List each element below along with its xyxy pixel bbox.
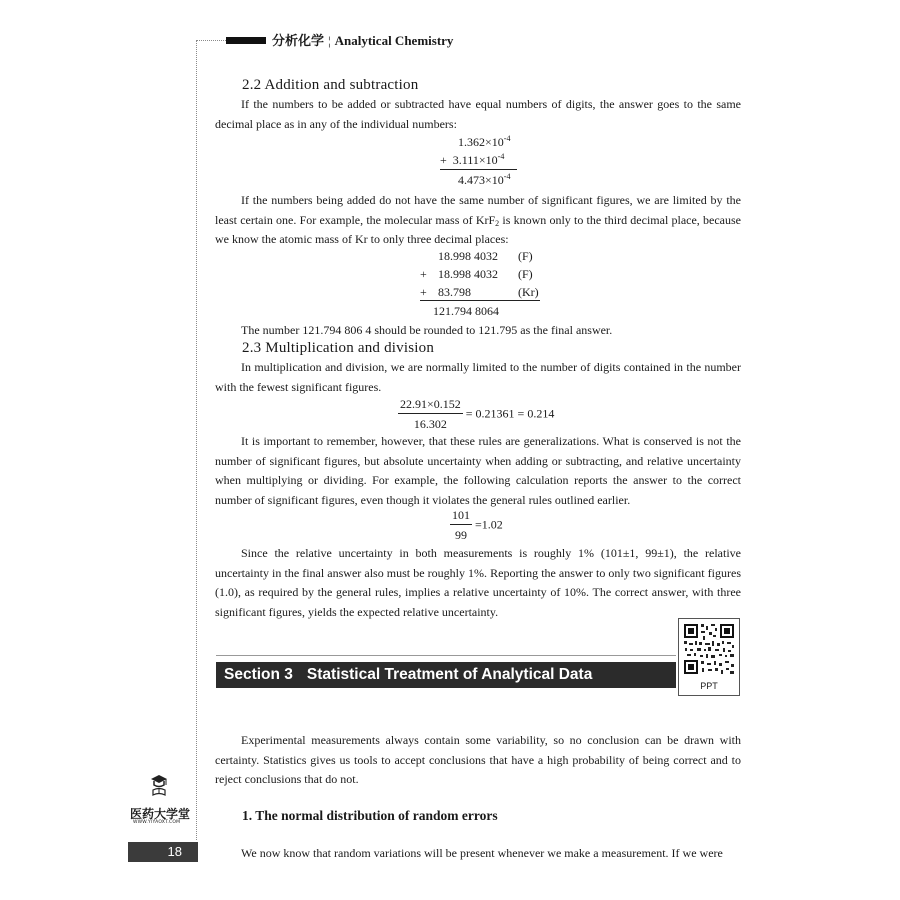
header-dotted-line (196, 40, 226, 41)
eq1-sum-rule (440, 169, 517, 170)
graduation-cap-icon (150, 773, 168, 797)
heading-normal-distribution: 1. The normal distribution of random errors (242, 808, 498, 823)
eq1-line2: + $3.111\times 10^{-4}$ (440, 152, 505, 167)
eq4-denominator: 99 (455, 528, 467, 542)
section-3-banner (216, 662, 676, 688)
paragraph-2-2-rounding: The number 121.794 806 4 should be rounded to 121.795 as the final answer. (241, 323, 613, 337)
header-separator: ¦ (328, 33, 331, 48)
qr-ppt-label: PPT (700, 681, 718, 691)
eq3-fraction (398, 397, 554, 432)
header-title-cn: 分析化学 (272, 33, 325, 48)
eq2-row-2: + 18.998 4032 (F) (420, 267, 533, 281)
eq4-numerator: 101 (450, 508, 472, 525)
paragraph-2-2-intro: If the numbers to be added or subtracted have equal numbers of digits, the answer goes to the same decimal place as in any of the individual numbers: (215, 97, 741, 131)
page-number: 18 (128, 842, 198, 862)
margin-dotted-line (196, 40, 197, 840)
paragraph-2-3-generalizations: It is important to remember, however, that these rules are generalizations. What is conserved is not the number of significant figures, but absolute uncertainty when adding or subtracting, and relative uncertainty when multiplying or dividing. For example, the following calculation reports the answer to the correct number of significant figures, even though it violates the general rules outlined earlier. (215, 434, 741, 507)
eq3-denominator: 16.302 (413, 417, 447, 431)
logo-url: WWW.YIYAOXT.COM (133, 820, 181, 825)
section-number: Section 3 (224, 666, 293, 683)
running-header (272, 30, 453, 49)
eq4-fraction (450, 508, 503, 543)
eq4-result: =1.02 (475, 517, 503, 532)
eq1-result: $4.473\times 10^{-4}$ (458, 172, 511, 187)
paragraph-random-variations: We now know that random variations will be present whenever we make a measurement. If we were (241, 846, 723, 860)
eq3-numerator: 22.91×0.152 (398, 397, 463, 414)
paragraph-2-3-intro: In multiplication and division, we are normally limited to the number of digits contained in the number with the fewest significant figures. (215, 360, 741, 394)
paragraph-section-3-intro: Experimental measurements always contain some variability, so no conclusion can be drawn with certainty. Statistics gives us tools to accept conclusions that have a high probability of being correct and to reject conclusions that do not. (215, 733, 741, 787)
paragraph-2-2-significant: If the numbers being added do not have the same number of significant figures, we are limited by the least certain one. For example, the molecular mass of KrF$_2$ is known only to the third decimal place, because we know the atomic mass of Kr to only three decimal places: (215, 193, 741, 247)
heading-2-2: 2.2 Addition and subtraction (242, 77, 419, 93)
eq1-line1: $1.362\times 10^{-4}$ (458, 134, 511, 149)
header-title-en: Analytical Chemistry (334, 33, 454, 48)
eq3-result: = 0.21361 = 0.214 (465, 406, 555, 421)
section-title: Statistical Treatment of Analytical Data (306, 666, 593, 683)
heading-2-3: 2.3 Multiplication and division (242, 340, 435, 356)
eq2-row-1: 18.998 4032 (F) (438, 249, 533, 263)
section-divider-line (216, 655, 676, 656)
logo-name: 医药大学堂 (130, 807, 191, 821)
eq2-result: 121.794 8064 (433, 304, 499, 318)
paragraph-2-3-relative-uncertainty: Since the relative uncertainty in both measurements is roughly 1% (101±1, 99±1), the relative uncertainty in the final answer also must be roughly 1%. Reporting the answer to only two significant figures (1.0), as required by the general rules, implies a relative uncertainty of 10%. The correct answer, with three significant figures, yields the expected relative uncertainty. (215, 546, 741, 619)
qr-code-icon (679, 619, 739, 679)
header-bar (226, 37, 266, 44)
eq2-sum-rule (420, 300, 540, 301)
eq2-row-3: + 83.798 (Kr) (420, 285, 539, 299)
